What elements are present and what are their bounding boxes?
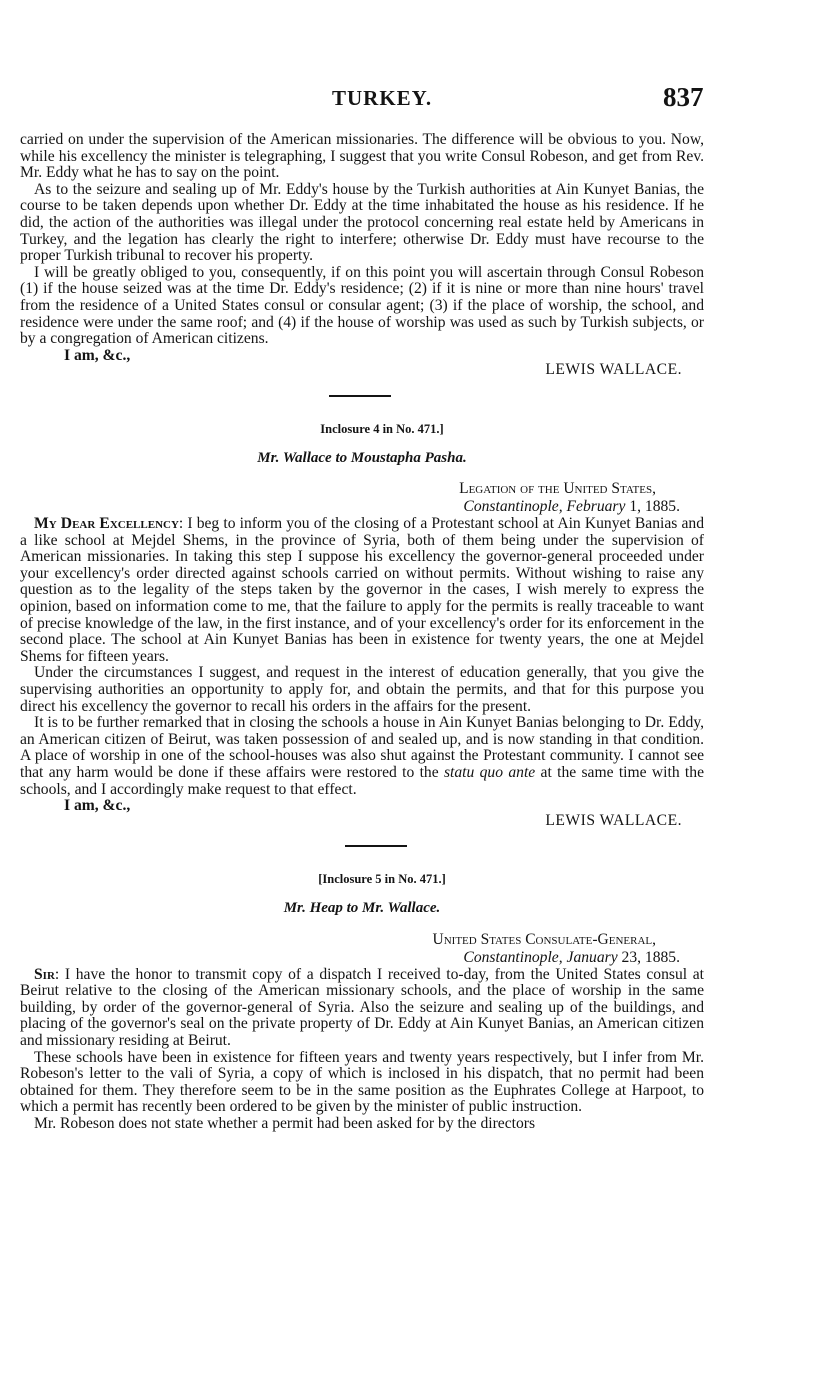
paragraph: Under the circumstances I suggest, and request in the interest of education generally, that you give the supervising authorities an opportunity to apply for, and obtain the permits, and that for this purpose you direct his excellency the governor to recall his orders in the affairs for the present. [20,664,704,715]
paragraph: As to the seizure and sealing up of Mr. Eddy's house by the Turkish authorities at Ain Kunyet Banias, the course to be taken depends upon whether Dr. Eddy at the time inhabitated the house as his residence. If he did, the action of the authorities was illegal under the protocol concerning real estate held by Americans in Turkey, and the legation has clearly the right to interfere; otherwise Dr. Eddy must have recourse to the proper Turkish tribunal to recover his property. [20,180,704,265]
letter-place: United States Consulate-General, [432,930,656,948]
paragraph: I will be greatly obliged to you, consequently, if on this point you will ascertain through Consul Robeson (1) if the house seized was at the time Dr. Eddy's residence; (2) if it is nine or more than nine hours' travel from the residence of a United States consul or consular agent; (3) if the place of worship, the school, and residence were under the same roof; and (4) if the house of worship was used as such by Turkish subjects, or by a congregation of American citizens. [20,263,704,348]
letter-closing: I am, &c., [64,797,131,815]
paragraph [20,516,704,665]
date-tail: 23, 1885. [617,948,680,966]
letter-date [20,498,704,515]
page-number: 837 [663,82,704,112]
paragraph [20,715,704,798]
date-place: Constantinople, February [463,498,626,516]
inclosure-heading: [Inclosure 5 in No. 471.] [318,872,446,887]
inclosure-heading: Inclosure 4 in No. 471.] [320,421,444,436]
signature: LEWIS WALLACE. [545,811,682,829]
paragraph: These schools have been in existence for fifteen years and twenty years respectively, but I infer from Mr. Robeson's letter to the vali of Syria, a copy of which is inclosed in his dispatch, that no permit had been obtained for them. They therefore seem to be in the same position as the Euphrates College at Harpoot, to which a permit has recently been ordered to be given by the minister of public instruction. [20,1048,704,1116]
paragraph-text: at the same time with the schools, and I accordingly make request to that effect. [20,764,704,798]
section-divider [345,845,407,847]
paragraph-text: : I have the honor to transmit copy of a dispatch I received to-day, from the United States consul at Beirut relative to the closing of the American missionary schools, and the place of worship in the same building, by order of the governor-general of Syria. Also the seizure and sealing up of the buildings, and placing of the governor's seal on the private property of Dr. Eddy at Ain Kunyet Banias, an American citizen and missionary residing at Beirut. [20,965,704,1049]
paragraph [20,967,704,1050]
salutation: Sir [34,965,55,983]
paragraph-text: : I beg to inform you of the closing of a Protestant school at Ain Kunyet Banias and a like school at Mejdel Shems, in the province of Syria, both of them being under the supervision of American missionaries. In taking this step I suppose his excellency the governor-general proceeded under your excellency's order directed against schools carried on without permits. Without wishing to raise any question as to the legality of the steps taken by the governor in the cases, I wish merely to express the opinion, based on information come to me, that the failure to apply for the permits is really traceable to want of precise knowledge of the law, in the first instance, and of your excellency's order for its enforcement in the second place. The school at Ain Kunyet Banias has been in existence for twenty years, the one at Mejdel Shems for fifteen years. [20,515,704,665]
paragraph: Mr. Robeson does not state whether a permit had been asked for by the directors [34,1114,536,1132]
page-body [20,132,704,1133]
paragraph: carried on under the supervision of the American missionaries. The difference will be obvious to you. Now, while his excellency the minister is telegraphing, I suggest that you write Consul Robeson, and get from Rev. Mr. Eddy what he has to say on the point. [20,131,704,182]
letter-closing: I am, &c., [64,346,131,364]
italic-phrase: statu quo ante [443,764,536,781]
page-header [0,82,832,116]
signature: LEWIS WALLACE. [545,361,682,379]
date-place: Constantinople, January [463,948,618,966]
running-head: TURKEY. [332,86,433,110]
letter-date [20,949,704,966]
letter-title: Mr. Heap to Mr. Wallace. [283,899,441,916]
paragraph-text: It is to be further remarked that in closing the schools a house in Ain Kunyet Banias belonging to Dr. Eddy, an American citizen of Beirut, was taken possession of and sealed up, and is now standing in that condition. A place of worship in one of the school-houses was also shut against the Protestant community. I cannot see that any harm would be done if these affairs were restored to the [20,714,704,781]
letter-title: Mr. Wallace to Moustapha Pasha. [257,449,467,466]
letter-place: Legation of the United States, [459,480,656,498]
date-tail: 1, 1885. [625,498,680,516]
section-divider [329,395,391,397]
salutation: My Dear Excellency [34,515,179,533]
